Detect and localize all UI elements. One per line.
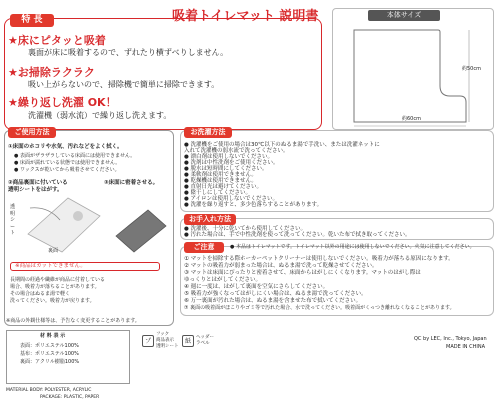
caution-item-4: ④ 週に一度は、はがして裏面を空気にさらしてください。 [184,284,329,290]
document-title: 吸着トイレマット 説明書 [172,9,319,24]
mat-back-shape [28,198,100,252]
material-english-2: PACKAGE: PLASTIC, PAPER [40,395,100,400]
wash-item-8: ● 直射日光は避けてください。 [184,184,263,190]
body-size-tab: 本体サイズ [368,10,440,21]
material-title: 材 料 表 示 [40,333,66,339]
feature-heading-3: ★繰り返し洗濯 OK！ [8,96,117,109]
usage-step-2: ②商品裏面に付いている [8,180,68,186]
feature-heading-1: ★床にピタッと吸着 [8,34,106,47]
caution-lead: ● 本品はトイレマットです。トイレマット以外の用途には使用しないでください。火気に注意してください。 [230,244,475,250]
back-side-label: 裏面 [48,248,59,254]
caution-tab: ご注意 [184,242,224,253]
wash-item-9: ● 陰干しにしてください。 [184,190,252,196]
usage-note-2: ● 床面が濡れている状態では使用できません。 [14,160,121,166]
transparent-sheet-label: 透明シート [10,204,16,236]
usage-step-2b: 透明シートをはがす。 [8,187,63,193]
wash-item-5: ● 脱水は短時間にしてください。 [184,166,268,172]
mat-shape [354,30,466,122]
made-in: MADE IN CHINA [446,344,486,350]
wash-item-3: ● 漂白剤は使用しないでください。 [184,154,274,160]
height-label: 約50cm [462,66,481,72]
care-item-1: ● 洗濯後、十分に乾いてから使用してください。 [184,226,307,232]
wash-item-2: 入れて洗濯機の弱水流で洗ってください。 [184,148,289,154]
caution-item-5: ⑤ 吸着力が強くなってはがしにくい場合は、ぬるま湯で洗ってください。 [184,291,367,297]
material-english-1: MATERIAL BODY: POLYESTER, ACRYLIC [6,388,92,393]
cut-warning: ※商品はカットできません。 [10,262,160,271]
usage-warn-3: その場合はぬるま湯で軽く [10,291,71,297]
features-tab: 特 長 [10,14,54,27]
wash-tab: お洗濯方法 [184,127,232,138]
usage-step-1: ①床面のホコリや水気、汚れなどをよく拭く。 [8,144,123,150]
usage-warn-1: 長期間の経過や繊維が商品に付着している [10,277,106,283]
usage-note-3: ● ワックスが乾いてから吸着させてください。 [14,167,120,173]
paper-recycle-icon: 紙 [182,335,194,347]
usage-step-3: ③床面に密着させる。 [104,180,159,186]
caution-item-3b: ゆっくりとはがしてください。 [184,277,261,283]
wash-item-10: ● アイロンは使用しないでください。 [184,196,279,202]
feature-heading-2: ★お掃除ラクラク [8,66,95,79]
wash-item-1: ● 洗濯機をご使用の場合は30℃以下のぬるま湯で手洗い、または洗濯ネットに [184,142,380,148]
material-row-3: 裏面：アクリル樹脂100% [20,359,80,365]
mat-outline-diagram [348,26,472,130]
spec-change-note: ※商品の外観仕様等は、予告なく変更することがあります。 [6,318,140,324]
feature-text-1: 裏面が床に吸着するので、ずれたり横ずべりしません。 [28,48,229,57]
feature-text-3: 洗濯機（弱水流）で繰り返し洗えます。 [28,111,172,120]
recycle-label-product: 商品表示 [156,338,174,343]
care-item-2: ● 汚れた場合は、手で中性洗剤を使って洗ってください。乾いた布で拭き取ってください。 [184,232,411,238]
recycle-label-label: ラベル [196,341,210,346]
wash-item-7: ● 乾燥機は使用できません。 [184,178,257,184]
width-label: 約60cm [402,116,421,122]
wash-item-6: ● 柔軟剤は使用できません。 [184,172,257,178]
mat-on-floor-shape [116,210,166,252]
usage-note-1: ● 表面がザラザラしている床面には使用できません。 [14,153,136,159]
feature-text-2: 吸い上がらないので、掃除機で簡単に掃除できます。 [28,80,220,89]
caution-item-1: ① マットを掃除する際ホーカーペットクリーナーは使用しないでください。吸着力が落ちる原因になります。 [184,256,454,262]
usage-warn-2: 場合、吸着力が落ちることがあります。 [10,284,100,290]
caution-item-6: ⑥ 万一裏面が汚れた場合は、ぬるま湯を含ませた布で拭いてください。 [184,298,362,304]
usage-warn-4: 洗ってください。吸着力が戻ります。 [10,298,95,304]
recycle-label-sheet: 透明シート [156,344,179,349]
caution-item-3: ③ マットは床面にぴったりと密着させて、床面からはがしにくくなります。マットのはがし際は [184,270,421,276]
company-name: QC by LEC, Inc., Tokyo, Japan [414,336,487,342]
caution-item-7: ⑦ 裏面の吸着面がほこりやゴミ等で汚れた場合、水で洗ってください。吸着面がくっつき離れなくなることがあります。 [184,305,455,311]
usage-illustration [8,194,168,256]
care-tab: お手入れ方法 [184,214,236,225]
recycle-label-header: ヘッダー [196,335,214,340]
wash-item-11: ● 洗濯を繰り返すと、多少色落ちすることがあります。 [184,202,323,208]
plastic-recycle-icon: プ [142,335,154,347]
recycle-label-hook: フック [156,332,170,337]
material-row-1: 表面：ポリエステル100% [20,343,79,349]
wash-item-4: ● 洗剤は中性洗剤をご使用ください。 [184,160,279,166]
material-row-2: 基布：ポリエステル100% [20,351,79,357]
usage-tab: ご使用方法 [8,127,56,138]
caution-item-2: ② マットの吸着力が弱まった場合は、ぬるま湯で洗って乾燥させてください。 [184,263,378,269]
hand-icon [73,211,83,221]
